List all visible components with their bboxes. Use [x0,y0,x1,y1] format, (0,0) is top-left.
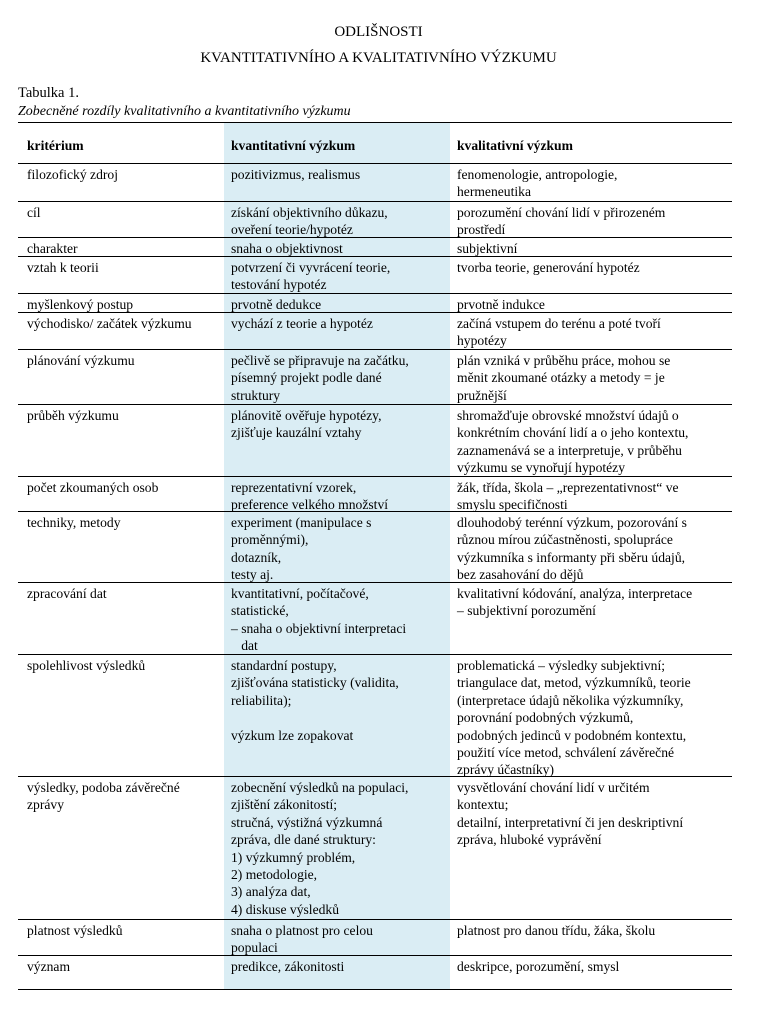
header-criterion: kritérium [27,138,84,153]
cell-criterion: techniky, metody [27,515,121,530]
table-row [0,293,757,312]
cell-quantitative: získání objektivního důkazu, oveření teorie/hypotéz [231,205,388,238]
cell-qualitative: deskripce, porozumění, smysl [457,959,620,974]
cell-criterion: zpracování dat [27,586,107,601]
cell-qualitative: tvorba teorie, generování hypotéz [457,260,640,275]
cell-criterion: výsledky, podoba závěrečné zprávy [27,780,180,813]
cell-qualitative: subjektivní [457,241,518,256]
cell-criterion: průběh výzkumu [27,408,119,423]
cell-quantitative: standardní postupy, zjišťována statisticky (validita, reliabilita); výzkum lze zopakovat [231,658,399,743]
cell-quantitative: reprezentativní vzorek, preference velkého množství [231,480,389,513]
cell-qualitative: problematická – výsledky subjektivní; triangulace dat, metod, výzkumníků, teorie (interpretace údajů několika výzkumníky, porovnání podobných výzkumů, podobných jedinců v podobném kontextu, použití více metod, schválení závěrečné zprávy účastníky) [457,658,691,778]
cell-quantitative: pečlivě se připravuje na začátku, písemný projekt podle dané struktury [231,353,409,403]
table-rule [18,122,732,123]
cell-criterion: cíl [27,205,41,220]
cell-quantitative: pozitivizmus, realismus [231,167,361,182]
table-row [0,237,757,256]
cell-criterion: východisko/ začátek výzkumu [27,316,192,331]
table-row [0,955,757,989]
document-title-line-1: ODLIŠNOSTI [334,24,423,40]
table-header-row [0,122,757,163]
cell-quantitative: kvantitativní, počítačové, statistické, – snaha o objektivní interpretaci dat [231,586,407,654]
cell-quantitative: zobecnění výsledků na populaci, zjištění zákonitostí; stručná, výstižná výzkumná zpráva, dle dané struktury: 1) výzkumný problém, 2) metodologie, 3) analýza dat, 4) diskuse výsledků [231,780,409,917]
header-qualitative: kvalitativní výzkum [457,138,573,153]
table-row [0,256,757,293]
table-row [0,476,757,511]
cell-criterion: význam [27,959,71,974]
cell-quantitative: plánovitě ověřuje hypotézy, zjišťuje kauzální vztahy [231,408,382,441]
table-row [0,919,757,955]
cell-qualitative: prvotně indukce [457,297,545,312]
cell-quantitative: vychází z teorie a hypotéz [231,316,373,331]
cell-criterion: plánování výzkumu [27,353,135,368]
cell-quantitative: predikce, zákonitosti [231,959,345,974]
table-row [0,201,757,237]
table-row [0,404,757,476]
cell-criterion: spolehlivost výsledků [27,658,146,673]
table-row [0,312,757,349]
cell-qualitative: platnost pro danou třídu, žáka, školu [457,923,656,938]
cell-qualitative: začíná vstupem do terénu a poté tvoří hypotézy [457,316,661,349]
table-caption: Zobecněné rozdíly kvalitativního a kvantitativního výzkumu [18,104,351,119]
cell-qualitative: fenomenologie, antropologie, hermeneutika [457,167,618,200]
table-row [0,776,757,919]
cell-quantitative: experiment (manipulace s proměnnými), dotazník, testy aj. [231,515,372,583]
cell-criterion: platnost výsledků [27,923,123,938]
cell-qualitative: kvalitativní kódování, analýza, interpretace – subjektivní porozumění [457,586,693,619]
cell-qualitative: vysvětlování chování lidí v určitém kontextu; detailní, interpretativní či jen deskriptivní zpráva, hluboké vyprávění [457,780,684,848]
header-quantitative: kvantitativní výzkum [231,138,356,153]
cell-criterion: myšlenkový postup [27,297,134,312]
table-row [0,163,757,201]
table-row [0,511,757,582]
table-rule [18,989,732,990]
cell-criterion: charakter [27,241,78,256]
cell-qualitative: dlouhodobý terénní výzkum, pozorování s různou mírou zúčastněnosti, spolupráce výzkumníka s informanty při sběru údajů, bez zasahování do dějů [457,515,687,583]
table-row [0,349,757,404]
table-label: Tabulka 1. [18,85,79,101]
cell-quantitative: snaha o platnost pro celou populaci [231,923,373,956]
cell-criterion: počet zkoumaných osob [27,480,159,495]
cell-criterion: filozofický zdroj [27,167,118,182]
cell-qualitative: porozumění chování lidí v přirozeném prostředí [457,205,666,238]
cell-qualitative: plán vzniká v průběhu práce, mohou se měnit zkoumané otázky a metody = je pružnější [457,353,671,403]
cell-quantitative: potvrzení či vyvrácení teorie, testování hypotéz [231,260,391,293]
cell-qualitative: shromažďuje obrovské množství údajů o konkrétním chování lidí a o jeho kontextu, zaznamenává se a interpretuje, v průběhu výzkumu se vynořují hypotézy [457,408,689,476]
cell-criterion: vztah k teorii [27,260,99,275]
cell-qualitative: žák, třída, škola – „reprezentativnost“ ve smyslu specifičnosti [457,480,679,513]
table-row [0,582,757,654]
cell-quantitative: prvotně dedukce [231,297,322,312]
table-row [0,654,757,776]
cell-quantitative: snaha o objektivnost [231,241,343,256]
document-title-line-2: KVANTITATIVNÍHO A KVALITATIVNÍHO VÝZKUMU [200,50,557,66]
